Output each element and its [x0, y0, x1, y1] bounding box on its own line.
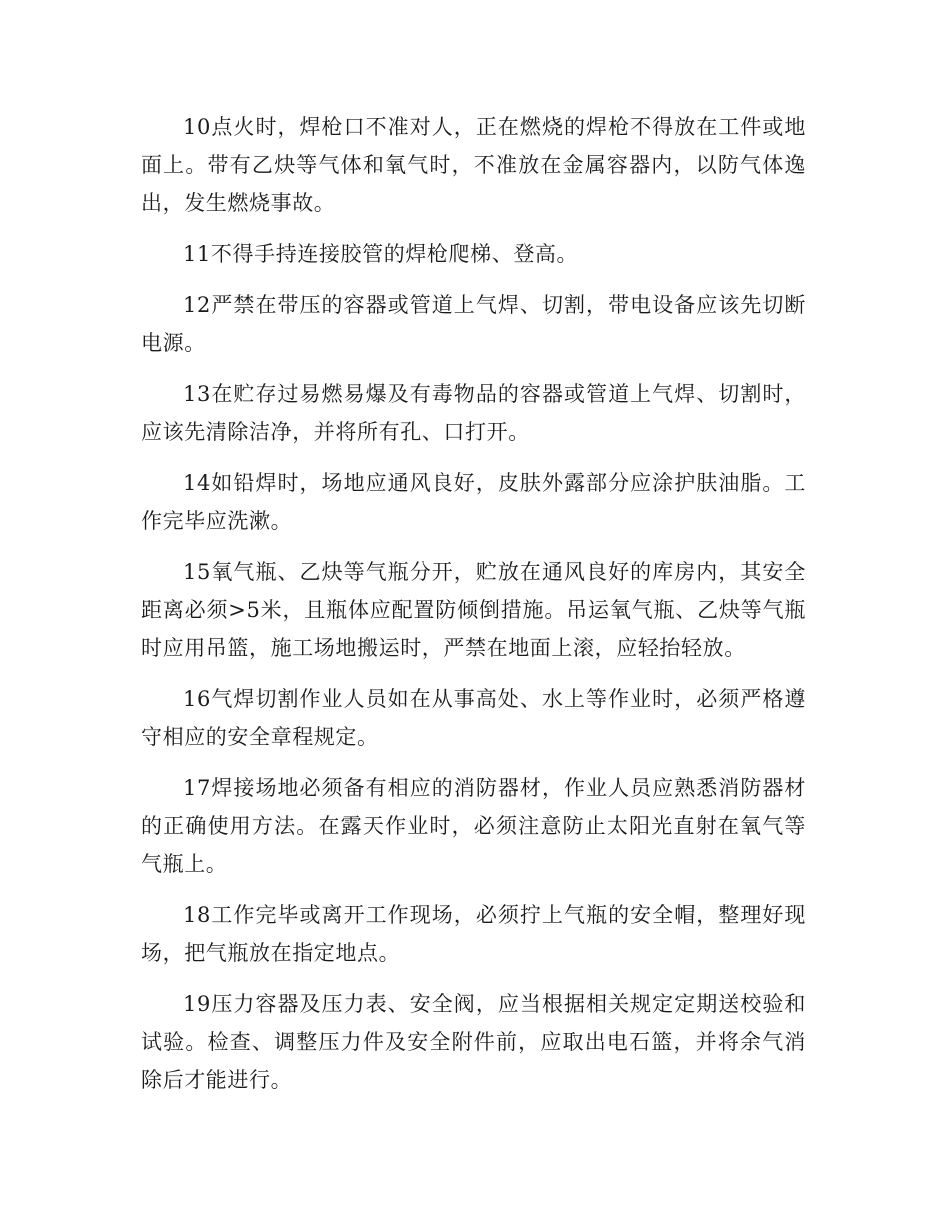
- paragraph-10: 10点火时，焊枪口不准对人，正在燃烧的焊枪不得放在工件或地面上。带有乙炔等气体和氧气时，不准放在金属容器内，以防气体逸出，发生燃烧事故。: [141, 115, 806, 215]
- paragraph-14: 14如铅焊时，场地应通风良好，皮肤外露部分应涂护肤油脂。工作完毕应洗漱。: [141, 471, 806, 533]
- paragraph-15: 15氧气瓶、乙炔等气瓶分开，贮放在通风良好的库房内，其安全距离必须>5米，且瓶体应配置防倾倒措施。吊运氧气瓶、乙炔等气瓶时应用吊篮，施工场地搬运时，严禁在地面上滚，应轻抬轻放。: [141, 560, 806, 660]
- paragraph-12: 12严禁在带压的容器或管道上气焊、切割，带电设备应该先切断电源。: [141, 293, 806, 355]
- paragraph-13: 13在贮存过易燃易爆及有毒物品的容器或管道上气焊、切割时，应该先清除洁净，并将所有孔、口打开。: [141, 382, 806, 444]
- document-body: [141, 108, 806, 1112]
- paragraph-17: 17焊接场地必须备有相应的消防器材，作业人员应熟悉消防器材的正确使用方法。在露天作业时，必须注意防止太阳光直射在氧气等气瓶上。: [141, 776, 806, 876]
- paragraph-19: 19压力容器及压力表、安全阀，应当根据相关规定定期送校验和试验。检查、调整压力件及安全附件前，应取出电石篮，并将余气消除后才能进行。: [141, 992, 806, 1092]
- paragraph-16: 16气焊切割作业人员如在从事高处、水上等作业时，必须严格遵守相应的安全章程规定。: [141, 687, 806, 749]
- paragraph-11: 11不得手持连接胶管的焊枪爬梯、登高。: [183, 242, 579, 266]
- paragraph-18: 18工作完毕或离开工作现场，必须拧上气瓶的安全帽，整理好现场，把气瓶放在指定地点。: [141, 903, 806, 965]
